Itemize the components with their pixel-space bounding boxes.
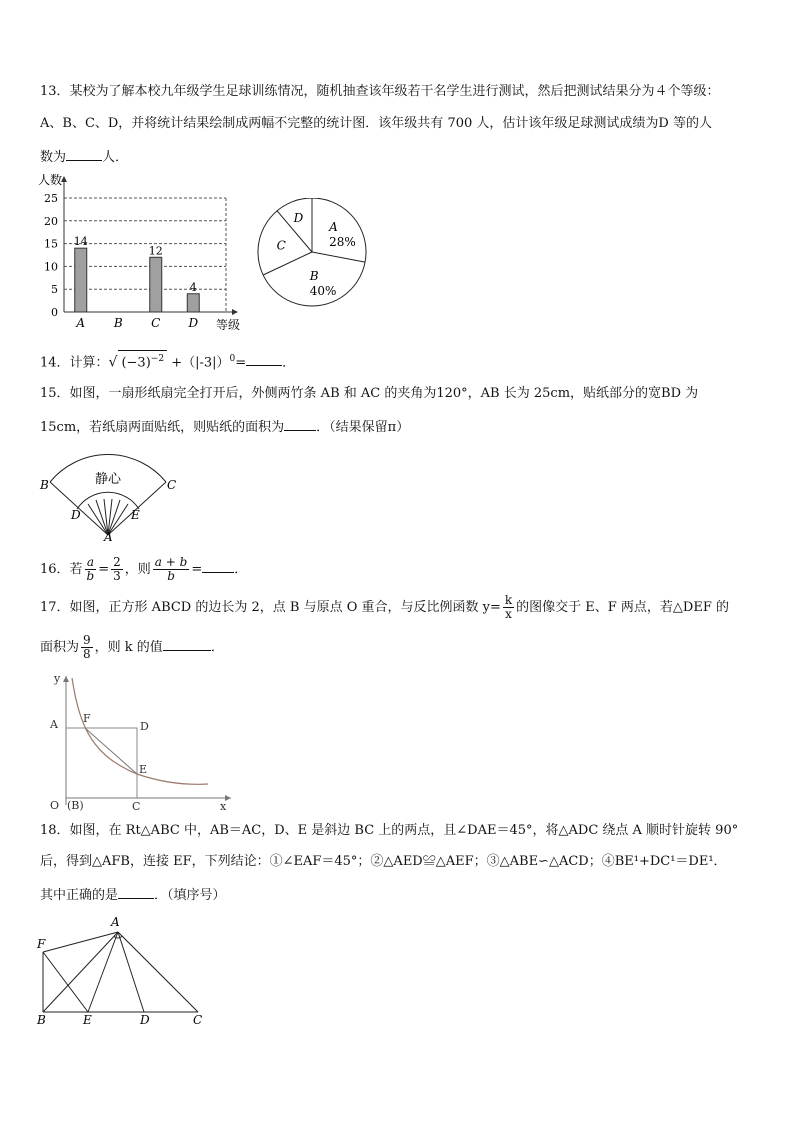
bar-xlabel: 等级: [216, 318, 241, 332]
q13-line2: A、B、C、D，并将统计结果绘制成两幅不完整的统计图．该年级共有 700 人，估计该年级足球测试成绩为D 等的人: [40, 116, 712, 131]
q17-line2: [40, 634, 224, 661]
q18-line3-suffix: ．（填序号）: [154, 888, 226, 903]
bar-ytick-label: 10: [44, 260, 58, 274]
pie-slice-boundary: [312, 252, 365, 262]
q17-line2-mid: ，则 k 的值: [94, 640, 163, 655]
fan-inner-arc: [77, 492, 139, 509]
bar-ytick-label: 20: [44, 214, 58, 228]
fan-label-c: C: [167, 478, 177, 492]
q17-answer-blank: [163, 638, 211, 651]
fig18-label-c: C: [193, 1013, 203, 1027]
bar-xtick-label: B: [113, 316, 123, 330]
q15-line1: 15．如图，一扇形纸扇完全打开后，外侧两竹条 AB 和 AC 的夹角为120°，AB 长为 25cm，贴纸部分的宽BD 为: [40, 386, 699, 401]
q16-f3-den: b: [167, 569, 175, 583]
segment-ae: [88, 932, 118, 1012]
q14-radical: [118, 350, 167, 371]
q18-line2: 后，得到△AFB，连接 EF，下列结论：①∠EAF＝45°；②△AED≌△AEF；③△ABE∽△ACD；④BE¹+DC¹＝DE¹．: [40, 854, 727, 869]
pie-label-C: C: [276, 238, 286, 253]
q14-line: 14．计算：√ $(-3)^{-2} +(|-3|)^0=$ ．: [40, 350, 295, 371]
segment-ef: [85, 728, 137, 774]
fig18-label-b: B: [37, 1013, 46, 1027]
q13-line3-prefix: 数为: [40, 150, 67, 165]
q17-fraction-area: [81, 634, 93, 661]
fan-label-e: E: [131, 508, 140, 522]
bar-ytick-label: 25: [44, 192, 58, 205]
fig17-label-b: (B): [67, 799, 84, 812]
q13-line3: [40, 148, 128, 166]
q13-line1: 13．某校为了解本校九年级学生足球训练情况，随机抽查该年级若干名学生进行测试，然后把测试结果分为４个等级：: [40, 84, 720, 99]
segment-ad: [118, 932, 144, 1012]
fig17-label-x: x: [220, 800, 227, 812]
q15-line2-text: 15cm，若纸扇两面贴纸，则贴纸的面积为: [40, 420, 285, 435]
q16-answer-blank: [202, 560, 234, 573]
q14-answer-blank: [246, 353, 282, 366]
bar-A: [75, 248, 87, 312]
q16-fraction-ab: [85, 556, 97, 583]
bar-xtick-label: C: [151, 316, 161, 330]
fig17-label-f: F: [83, 712, 91, 725]
hyperbola-figure: [36, 670, 236, 812]
q14-mid: +（|-3|）: [171, 355, 230, 371]
q14-suffix: =: [235, 355, 247, 371]
pie-slice-boundary: [263, 252, 312, 275]
angle-mark-a: [114, 936, 122, 938]
fan-label-b: B: [40, 478, 49, 492]
q17-line2-prefix: 面积为: [40, 640, 80, 655]
q16-f1-den: b: [86, 569, 95, 583]
bar-x-axis-arrow: [232, 309, 238, 315]
q15-line2: [40, 418, 409, 436]
q13-answer-blank: [66, 148, 102, 161]
fig17-label-e: E: [139, 763, 148, 776]
q16-f2-num: 2: [113, 555, 121, 569]
q15-line2-suffix: ．（结果保留π）: [316, 420, 410, 435]
q17-k-den: x: [505, 607, 512, 621]
bar-value-label: 4: [189, 280, 197, 294]
fig18-label-e: E: [83, 1013, 92, 1027]
q13-line3-suffix: 人．: [102, 150, 129, 165]
q17-line2-end: ．: [210, 640, 224, 655]
fig17-label-a: A: [50, 718, 58, 731]
q16-line: [40, 556, 247, 583]
q16-f1-num: a: [85, 556, 97, 570]
fan-label-d: D: [71, 508, 81, 522]
q16-fraction-23: [111, 556, 123, 583]
bar-C: [150, 257, 162, 312]
bar-ytick-label: 5: [51, 283, 58, 297]
pie-chart: [255, 198, 375, 308]
q17-k-num: k: [504, 593, 513, 607]
q16-f2-den: 3: [113, 569, 121, 583]
q17-fraction-kx: [503, 594, 514, 621]
bar-ylabel: 人数: [38, 173, 63, 187]
side-fa: [43, 932, 118, 952]
q14-prefix: 14．计算：: [40, 355, 109, 371]
bar-xtick-label: A: [76, 316, 86, 330]
fig18-label-a: A: [111, 915, 120, 929]
q14-exponent: −2: [150, 354, 165, 364]
bar-ytick-label: 15: [44, 237, 58, 251]
fan-figure: [38, 444, 178, 542]
q17-area-num: 9: [83, 633, 91, 647]
q18-line3: [40, 886, 226, 904]
side-ab: [43, 932, 118, 1012]
fig17-label-c: C: [132, 800, 141, 812]
pie-label-D: D: [293, 211, 304, 226]
pie-value-B: 40%: [309, 283, 337, 298]
q17-line1-prefix: 17．如图，正方形 ABCD 的边长为 2，点 B 与原点 O 重合，与反比例函数 y=: [40, 600, 501, 615]
fig18-label-f: F: [37, 937, 46, 951]
bar-value-label: 12: [148, 244, 163, 258]
q16-prefix: 16．若: [40, 562, 83, 577]
q16-end: ．: [234, 562, 248, 577]
q16-eq: =: [98, 562, 110, 577]
q17-line1-suffix: 的图像交于 E、F 两点，若△DEF 的: [516, 600, 729, 615]
bar-ytick-label: 0: [51, 306, 58, 319]
bar-xtick-label: D: [188, 316, 199, 330]
bar-D: [187, 294, 199, 312]
bar-chart: [36, 170, 251, 332]
q16-fraction-apb: [153, 556, 190, 583]
side-ac: [118, 932, 198, 1012]
q18-line3-prefix: 其中正确的是: [40, 888, 119, 903]
q14-exponent2: 0: [229, 354, 236, 364]
fig17-label-d: D: [140, 720, 149, 733]
q16-f3-num: a + b: [154, 555, 188, 569]
q17-area-den: 8: [83, 647, 91, 661]
q16-eq2: =: [191, 562, 203, 577]
square-sides: [66, 728, 137, 798]
q17-line1: [40, 594, 729, 621]
y-axis-arrow: [63, 676, 69, 682]
pie-label-B: B: [309, 268, 319, 283]
fig18-label-d: D: [140, 1013, 150, 1027]
bar-value-label: 14: [73, 235, 88, 249]
triangle-figure: [36, 914, 208, 1028]
fan-label-a: A: [104, 530, 113, 542]
segment-fe: [43, 952, 88, 1012]
q14-radicand: (−3): [121, 355, 151, 371]
q18-line1: 18．如图，在 Rt△ABC 中，AB＝AC，D、E 是斜边 BC 上的两点，且∠DAE＝45°，将△ADC 绕点 A 顺时针旋转 90°: [40, 823, 739, 838]
q16-mid: ，则: [124, 562, 151, 577]
fig17-label-o: O: [50, 799, 60, 812]
fan-center-text: 静心: [94, 472, 122, 487]
q18-answer-blank: [118, 886, 154, 899]
fig17-label-y: y: [54, 672, 61, 685]
pie-value-A: 28%: [329, 234, 356, 249]
pie-label-A: A: [329, 219, 338, 234]
q14-end: ．: [282, 355, 296, 371]
q15-answer-blank: [284, 418, 316, 431]
